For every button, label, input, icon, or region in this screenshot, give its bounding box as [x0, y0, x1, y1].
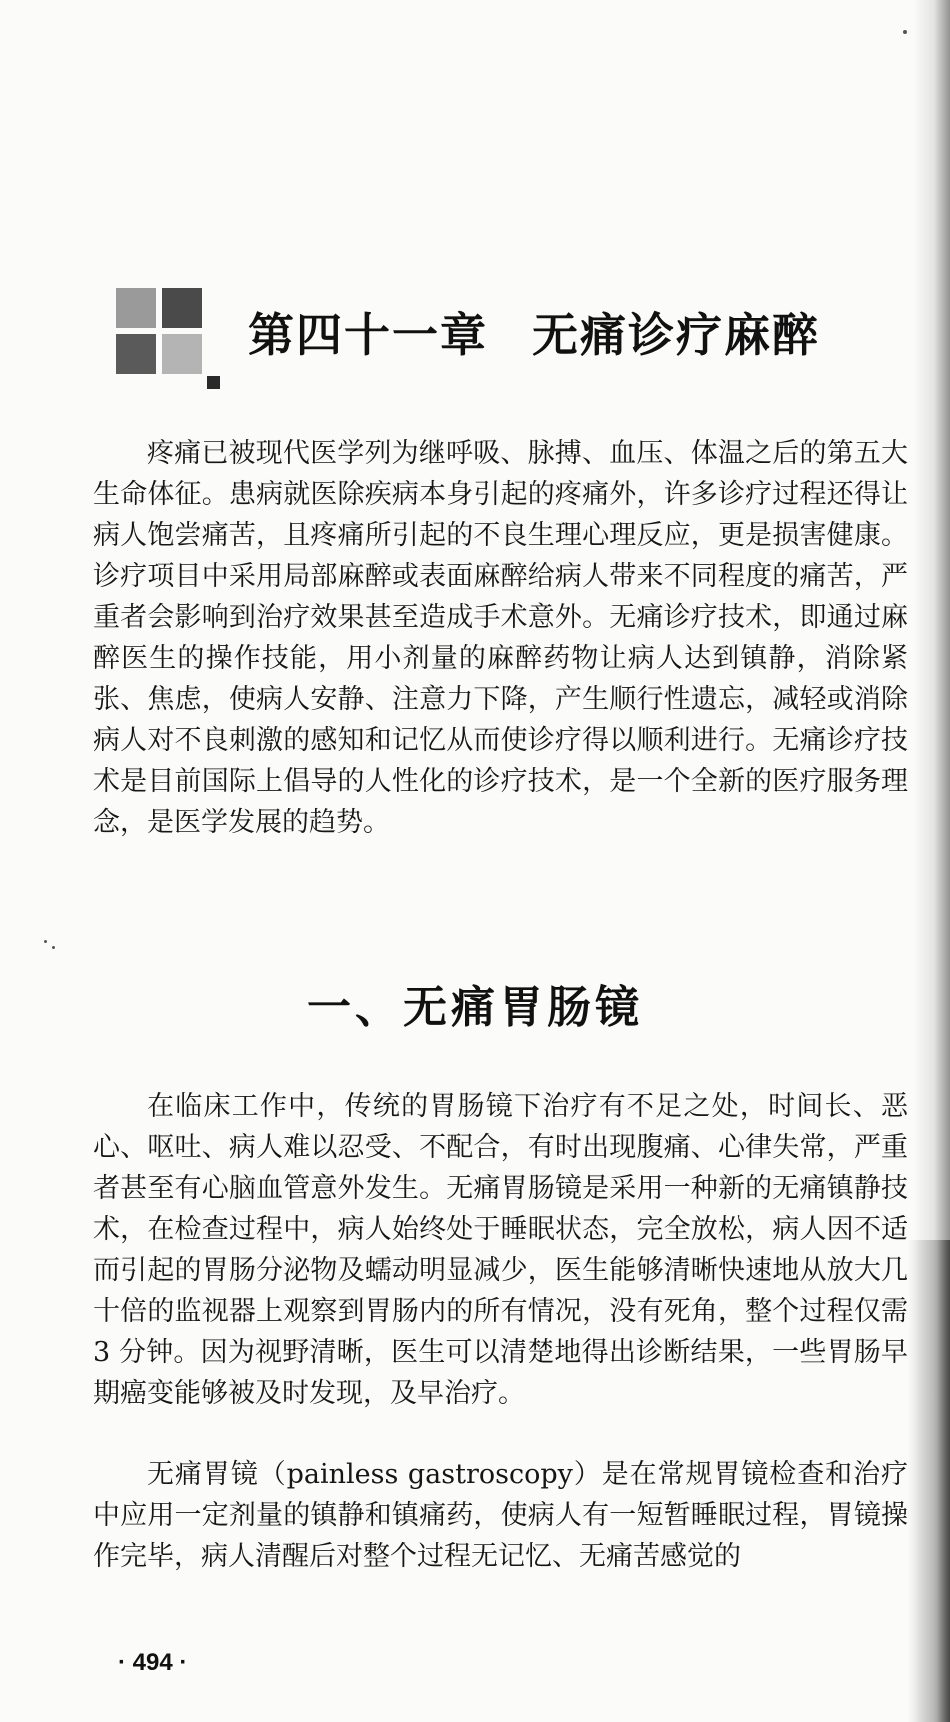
decoration-square — [162, 288, 202, 328]
chapter-number: 第四十一章 — [248, 308, 488, 362]
decoration-square — [162, 334, 202, 374]
scan-speck — [52, 946, 55, 949]
decoration-square-small — [207, 376, 220, 389]
decoration-square — [116, 334, 156, 374]
scan-speck — [903, 30, 907, 34]
chapter-name: 无痛诊疗麻醉 — [532, 308, 820, 362]
intro-paragraph: 疼痛已被现代医学列为继呼吸、脉搏、血压、体温之后的第五大生命体征。患病就医除疾病本身引起的疼痛外，许多诊疗过程还得让病人饱尝痛苦，且疼痛所引起的不良生理心理反应，更是损害健康。诊疗项目中采用局部麻醉或表面麻醉给病人带来不同程度的痛苦，严重者会影响到治疗效果甚至造成手术意外。无痛诊疗技术，即通过麻醉医生的操作技能，用小剂量的麻醉药物让病人达到镇静，消除紧张、焦虑，使病人安静、注意力下降，产生顺行性遗忘，减轻或消除病人对不良刺激的感知和记忆从而使诊疗得以顺利进行。无痛诊疗技术是目前国际上倡导的人性化的诊疗技术，是一个全新的医疗服务理念，是医学发展的趋势。 — [93, 438, 908, 838]
section-paragraph: 在临床工作中，传统的胃肠镜下治疗有不足之处，时间长、恶心、呕吐、病人难以忍受、不配合，有时出现腹痛、心律失常，严重者甚至有心脑血管意外发生。无痛胃肠镜是采用一种新的无痛镇静技术，在检查过程中，病人始终处于睡眠状态，完全放松，病人因不适而引起的胃肠分泌物及蠕动明显减少，医生能够清晰快速地从放大几十倍的监视器上观察到胃肠内的所有情况，没有死角，整个过程仅需 3 分钟。因为视野清晰，医生可以清楚地得出诊断结果，一些胃肠早期癌变能够被及时发现，及早治疗。 — [93, 1091, 908, 1409]
page-edge-shadow-lower — [908, 1240, 950, 1722]
decoration-square — [116, 288, 156, 328]
chapter-title — [248, 300, 820, 370]
section-title: 一、无痛胃肠镜 — [307, 982, 643, 1033]
section-paragraph: 无痛胃镜（painless gastroscopy）是在常规胃镜检查和治疗中应用一定剂量的镇静和镇痛药，使病人有一短暂睡眠过程，胃镜操作完毕，病人清醒后对整个过程无记忆、无痛苦感觉的 — [93, 1459, 908, 1572]
scan-speck — [44, 940, 47, 943]
page-number: · 494 · — [118, 1649, 188, 1676]
